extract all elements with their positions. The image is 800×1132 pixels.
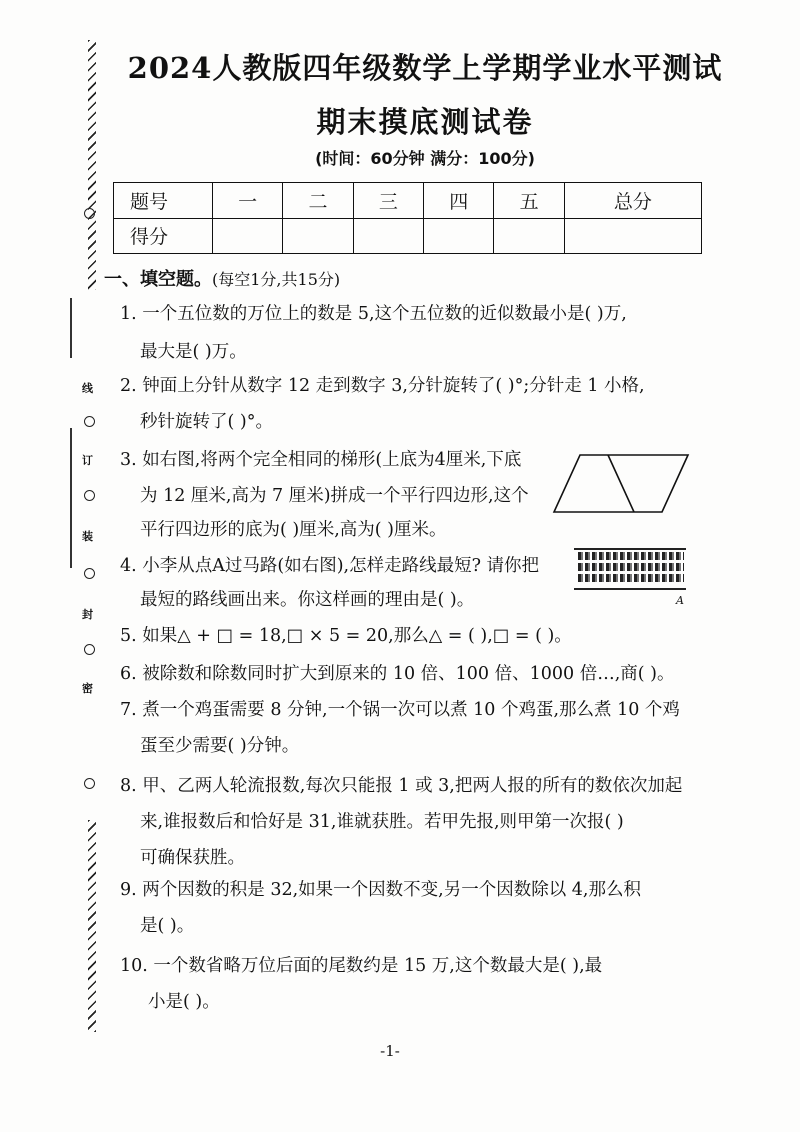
- score-cell-blank[interactable]: [213, 218, 283, 254]
- exam-title: 2024人教版四年级数学上学期学业水平测试: [127, 51, 723, 85]
- score-cell-label: 题号: [114, 183, 213, 219]
- question-3-line-1: 3. 如右图,将两个完全相同的梯形(上底为4厘米,下底: [120, 450, 522, 470]
- question-3-line-2: 为 12 厘米,高为 7 厘米)拼成一个平行四边形,这个: [140, 486, 529, 506]
- binding-label-mi: 密: [82, 682, 93, 695]
- question-6-line-1: 6. 被除数和除数同时扩大到原来的 10 倍、100 倍、1000 倍…,商( )。: [120, 664, 675, 684]
- page-number: -1-: [380, 1042, 400, 1060]
- score-cell-blank[interactable]: [424, 218, 494, 254]
- score-cell-blank[interactable]: [283, 218, 353, 254]
- road-texture: [578, 563, 684, 571]
- binding-divider-line: [70, 298, 72, 358]
- binding-margin: [68, 40, 98, 1032]
- score-cell-header: 三: [353, 183, 423, 219]
- question-8-line-2: 来,谁报数后和恰好是 31,谁就获胜。若甲先报,则甲第一次报( ): [140, 812, 624, 832]
- score-cell-blank[interactable]: [564, 218, 701, 254]
- score-cell-header: 五: [494, 183, 564, 219]
- score-cell-header: 四: [424, 183, 494, 219]
- score-table-header-row: [114, 183, 702, 219]
- section-heading: [104, 265, 340, 291]
- binding-divider-line: [70, 428, 72, 568]
- road-edge-top: [574, 548, 686, 550]
- score-cell-blank[interactable]: [494, 218, 564, 254]
- question-4-line-1: 4. 小李从点A过马路(如右图),怎样走路线最短? 请你把: [120, 556, 540, 576]
- road-texture: [578, 552, 684, 560]
- point-a-label: A: [676, 594, 684, 607]
- question-1-line-2: 最大是( )万。: [140, 342, 247, 362]
- score-table: [113, 182, 702, 254]
- score-cell-label: 得分: [114, 218, 213, 254]
- section-note: (每空1分,共15分): [212, 270, 341, 289]
- score-cell-blank[interactable]: [353, 218, 423, 254]
- section-title: 一、填空题。: [104, 269, 212, 290]
- score-cell-header: 二: [283, 183, 353, 219]
- question-2-line-1: 2. 钟面上分针从数字 12 走到数字 3,分针旋转了( )°;分针走 1 小格,: [120, 376, 645, 396]
- score-cell-header: 一: [213, 183, 283, 219]
- question-5-line-1: 5. 如果△ + □ = 18,□ × 5 = 20,那么△ = ( ),□ = ( )。: [120, 626, 572, 646]
- question-10-line-1: 10. 一个数省略万位后面的尾数约是 15 万,这个数最大是( ),最: [120, 956, 603, 976]
- question-9-line-1: 9. 两个因数的积是 32,如果一个因数不变,另一个因数除以 4,那么积: [120, 880, 641, 900]
- question-2-line-2: 秒针旋转了( )°。: [140, 412, 273, 432]
- road-edge-bottom: [574, 588, 686, 590]
- binding-hole-circle: [84, 490, 95, 501]
- binding-hole-circle: [84, 778, 95, 789]
- binding-hole-circle: [84, 208, 95, 219]
- question-8-line-1: 8. 甲、乙两人轮流报数,每次只能报 1 或 3,把两人报的所有的数依次加起: [120, 776, 683, 796]
- parallelogram-figure: [552, 452, 692, 516]
- road-texture: [578, 574, 684, 582]
- question-10-line-2: 小是( )。: [148, 992, 220, 1012]
- binding-hole-circle: [84, 644, 95, 655]
- binding-label-zhuang: 装: [82, 530, 93, 543]
- question-4-line-2: 最短的路线画出来。你这样画的理由是( )。: [140, 590, 475, 610]
- binding-hole-circle: [84, 416, 95, 427]
- question-7-line-2: 蛋至少需要( )分钟。: [140, 736, 300, 756]
- question-3-line-3: 平行四边形的底为( )厘米,高为( )厘米。: [140, 520, 447, 540]
- binding-label-ding: 订: [82, 454, 93, 467]
- question-7-line-1: 7. 煮一个鸡蛋需要 8 分钟,一个锅一次可以煮 10 个鸡蛋,那么煮 10 个鸡: [120, 700, 680, 720]
- binding-hatch-top: [88, 40, 96, 290]
- binding-label-feng: 封: [82, 608, 93, 621]
- binding-label-xian: 线: [82, 382, 93, 395]
- question-1-line-1: 1. 一个五位数的万位上的数是 5,这个五位数的近似数最小是( )万,: [120, 304, 627, 324]
- binding-hatch-bottom: [88, 820, 96, 1032]
- exam-meta: (时间：60分钟 满分：100分): [315, 149, 535, 168]
- score-cell-header: 总分: [564, 183, 701, 219]
- trapezoid-divider: [608, 455, 634, 512]
- exam-subtitle: 期末摸底测试卷: [316, 105, 534, 139]
- road-figure: [574, 548, 688, 610]
- binding-hole-circle: [84, 568, 95, 579]
- question-8-line-3: 可确保获胜。: [140, 848, 245, 868]
- question-9-line-2: 是( )。: [140, 916, 195, 936]
- score-table-score-row: [114, 218, 702, 254]
